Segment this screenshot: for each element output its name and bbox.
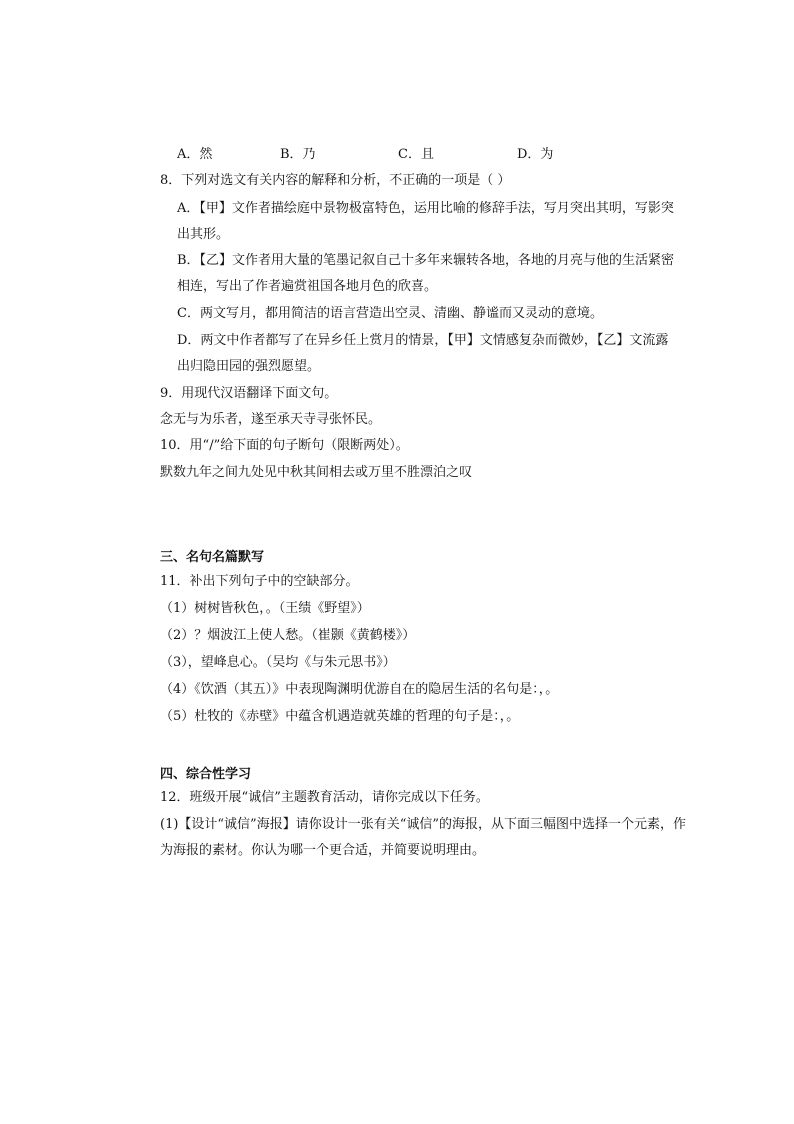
q10-text: 默数九年之间九处见中秋其间相去或万里不胜漂泊之叹 — [160, 465, 473, 480]
q12-part1-line1: (1)【设计“诚信”海报】请你设计一张有关“诚信”的海报，从下面三幅图中选择一个元素，作 — [160, 817, 686, 832]
q9-stem: 9．用现代汉语翻译下面文句。 — [160, 386, 338, 401]
q7-option-c: C．且 — [398, 147, 434, 162]
q7-option-b: B．乃 — [280, 147, 316, 162]
q12-stem: 12．班级开展“诚信”主题教育活动，请你完成以下任务。 — [160, 790, 489, 805]
q11-item-2: （2）？烟波江上使人愁。（崔颢《黄鹤楼》） — [160, 628, 416, 643]
q12-part1-line2: 为海报的素材。你认为哪一个更合适，并简要说明理由。 — [160, 843, 486, 858]
q8-stem: 8．下列对选文有关内容的解释和分析，不正确的一项是（ ） — [160, 173, 511, 188]
q11-stem: 11．补出下列句子中的空缺部分。 — [160, 574, 359, 589]
q10-stem: 10．用“/”给下面的句子断句（限断两处）。 — [160, 438, 409, 453]
q11-item-1: （1）树树皆秋色，。（王绩《野望》） — [160, 601, 370, 616]
q11-item-4: （4）《饮酒（其五）》中表现陶渊明优游自在的隐居生活的名句是：，。 — [160, 682, 559, 697]
section3-title: 三、名句名篇默写 — [160, 550, 265, 565]
q7-option-d: D．为 — [517, 147, 554, 162]
q8-option-b-line1: B．【乙】文作者用大量的笔墨记叙自己十多年来辗转各地，各地的月亮与他的生活紧密 — [177, 253, 675, 268]
q7-option-a: A．然 — [177, 147, 213, 162]
q8-option-d-line2: 出归隐田园的强烈愿望。 — [177, 359, 321, 374]
section4-title: 四、综合性学习 — [160, 767, 252, 782]
q8-option-c: C．两文写月，都用简洁的语言营造出空灵、清幽、静谧而又灵动的意境。 — [177, 306, 603, 321]
q11-item-5: （5）杜牧的《赤壁》中蕴含机遇造就英雄的哲理的句子是：，。 — [160, 709, 520, 724]
q8-option-a-line1: A．【甲】文作者描绘庭中景物极富特色，运用比喻的修辞手法，写月突出其明，写影突 — [177, 201, 674, 216]
q11-item-3: （3），望峰息心。（吴均《与朱元思书》） — [160, 655, 396, 670]
q8-option-b-line2: 相连，写出了作者遍赏祖国各地月色的欣喜。 — [177, 279, 438, 294]
q9-text: 念无与为乐者，遂至承天寺寻张怀民。 — [160, 412, 382, 427]
q8-option-d-line1: D．两文中作者都写了在异乡任上赏月的情景，【甲】文情感复杂而微妙，【乙】文流露 — [177, 333, 669, 348]
q8-option-a-line2: 出其形。 — [177, 227, 230, 242]
